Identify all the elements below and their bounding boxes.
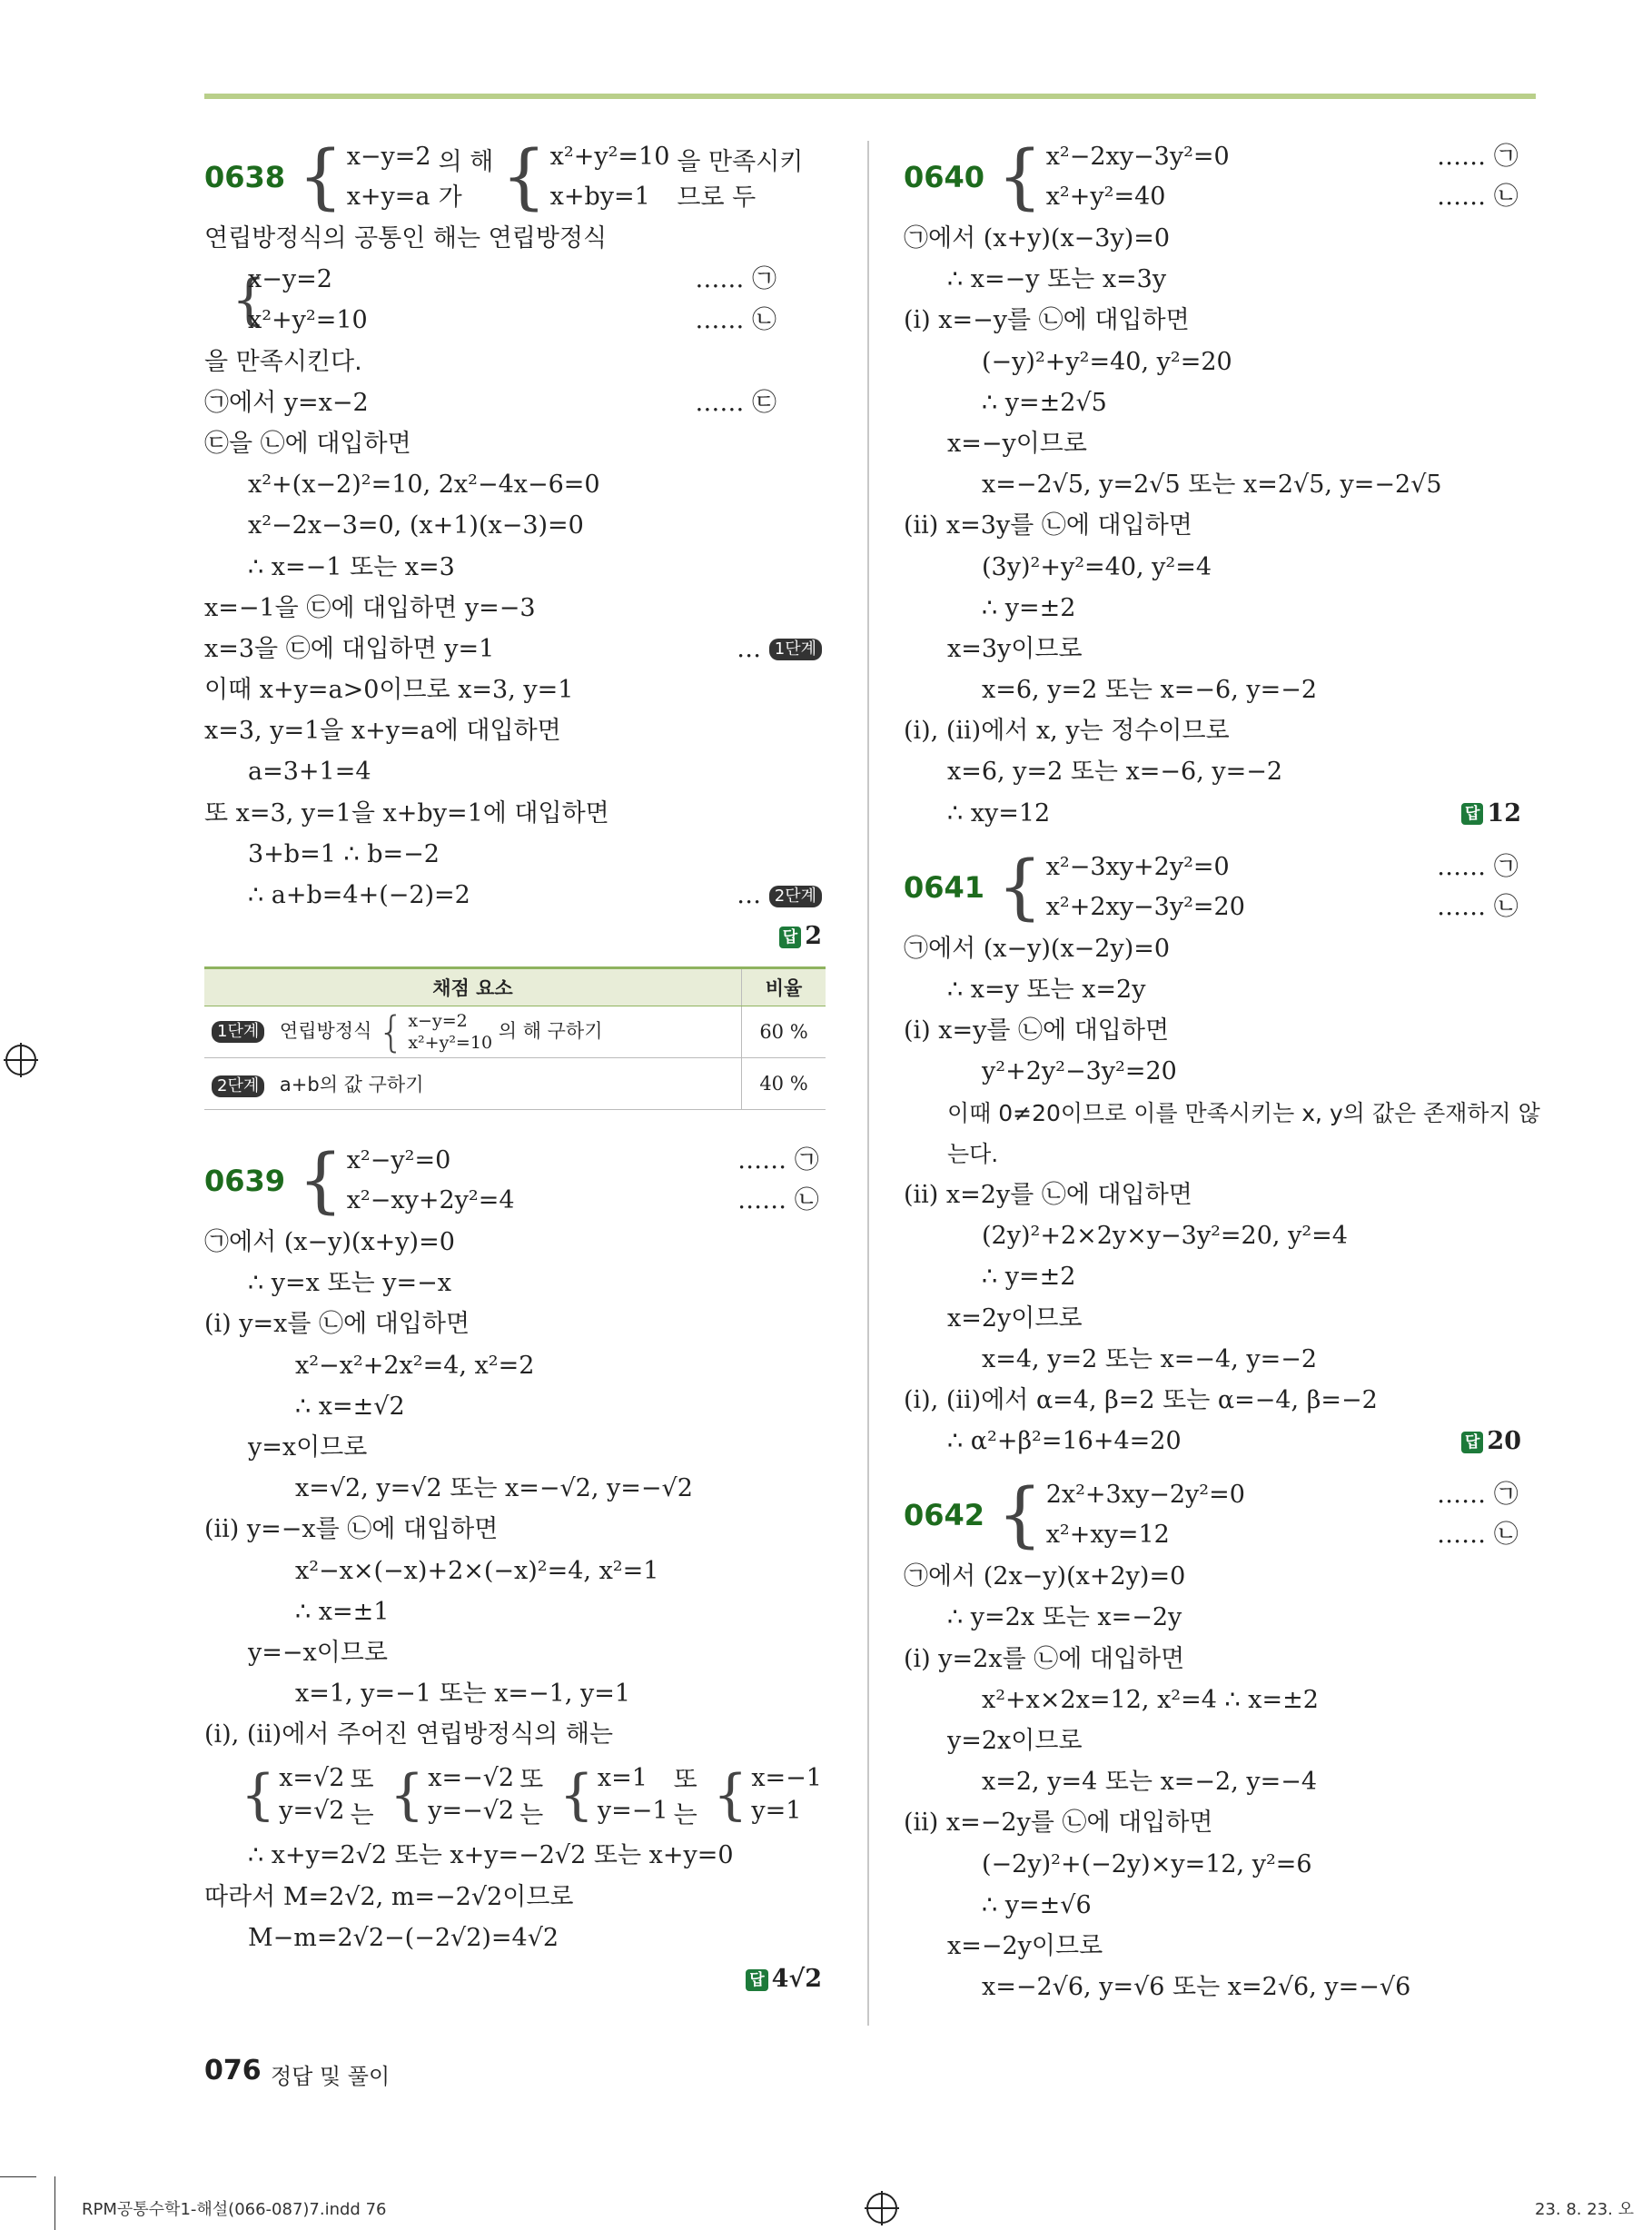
registration-mark-icon (5, 1045, 36, 1075)
solution-sets: { x=√2 y=√2 또는 { x=−√2 y=−√2 또는 { x=1 y=−1 또는 { x=−1 y=1 (241, 1763, 822, 1830)
table-row: 2단계 a+b의 값 구하기 40 % (204, 1058, 826, 1110)
page-number: 076 (204, 2055, 262, 2086)
answer-icon: 답 (779, 927, 801, 948)
top-rule (204, 94, 1536, 99)
left-column: 0638 { x−y=2 x+y=a 의 해가 { x²+y²=10 x+by=1 을 만족시키므로 두 연립방정식의 공통인 해는 연립방정식 { x−y=2 …… ㉠ x²+y²=10 …… ㉡ 을 만족시킨다. ㉠에서 y=x−2 …… ㉢ ㉢을 ㉡에 대입하면 x²+(x−2)²=10, 2x²−4x−6=0 x²−2x−3=0, (x+1)(x−3)=0 ∴ x=−1 또는 x=3 x=−1을 ㉢에 대입하면 y=−3 x=3을 ㉢에 대입하면 y=1 … 1단계 이때 x+y=a>0이므로 x=3, y=1 x=3, y=1을 x+y=a에 대입하면 a=3+1=4 또 x=3, y=1을 x+by=1에 대입하면 3+b=1 ∴ b=−2 ∴ a+b=4+(−2)=2 … 2단계 답 2 (204, 136, 822, 956)
answer-0641: 답 20 (1461, 1421, 1521, 1462)
table-header: 비율 (742, 968, 826, 1006)
page-label: 정답 및 풀이 (271, 2064, 391, 2089)
problem-number: 0640 (904, 160, 985, 194)
answer-0638: 답 2 (779, 916, 822, 956)
problem-0641-header: 0641 { x²−3xy+2y²=0 …… ㉠ x²+2xy−3y²=20 …… ㉡ (904, 846, 1518, 928)
registration-mark-icon (866, 2193, 897, 2224)
problem-number: 0639 (204, 1164, 286, 1198)
column-divider (867, 141, 869, 2026)
problem-0640-header: 0640 { x²−2xy−3y²=0 …… ㉠ x²+y²=40 …… ㉡ (904, 136, 1518, 218)
crop-mark (0, 2176, 36, 2177)
answer-icon: 답 (1461, 803, 1483, 825)
problem-number: 0642 (904, 1498, 985, 1533)
problem-number: 0638 (204, 160, 286, 194)
file-slug: RPM공통수학1-해설(066-087)7.indd 76 (82, 2200, 387, 2219)
table-header: 채점 요소 (204, 968, 742, 1006)
system-2: x²+y²=10 x+by=1 (549, 143, 670, 211)
answer-0640: 답 12 (1461, 793, 1521, 834)
problem-0642-header: 0642 { 2x²+3xy−2y²=0 …… ㉠ x²+xy=12 …… ㉡ (904, 1474, 1518, 1557)
system-1: x−y=2 x+y=a (346, 143, 431, 211)
problem-number: 0641 (904, 869, 985, 905)
date-slug: 23. 8. 23. 오 (1535, 2200, 1634, 2219)
right-column: 0640 { x²−2xy−3y²=0 …… ㉠ x²+y²=40 …… ㉡ ㉠에서 (x+y)(x−3y)=0 ∴ x=−y 또는 x=3y (ⅰ) x=−y를 ㉡에 대입하면 (−y)²+y²=40, y²=20 ∴ y=±2√5 x=−y이므로 x=−2√5, y=2√5 또는 x=2√5, y=−2√5 (ⅱ) x=3y를 ㉡에 대입하면 (3y)²+y²=40, y²=4 ∴ y=±2 x=3y이므로 x=6, y=2 또는 x=−6, y=−2 (ⅰ), (ⅱ)에서 x, y는 정수이므로 x=6, y=2 또는 x=−6, y=−2 ∴ xy=12 답 12 0641 { x²−3xy+2y²=0 …… ㉠ x²+2xy−3y²=20 …… ㉡ ㉠에서 (x−y)(x−2y)=0 ∴ x=y 또는 x=2y (ⅰ) x=y를 ㉡에 대입하면 y²+2y²−3y²=20 이때 0≠20이므로 이를 만족시키는 x, y의 값은 존재하지 않 는다. (ⅱ) x=2y를 ㉡에 대입하면 (2y)²+2×2y×y−3y²=20, y²=4 ∴ y=±2 x=2y이므로 x=4, y=2 또는 x=−4, y=−2 (ⅰ), (ⅱ)에서 α=4, β=2 또는 α=−4, β=−2 ∴ α²+β²=16+4=20 답 20 0642 { 2x²+3xy−2y²=0 …… ㉠ x²+xy=12 …… ㉡ ㉠에서 (2x−y)(x+2y)=0 ∴ y=2x 또는 x=−2y (ⅰ) y=2x를 ㉡에 대입하면 x²+x×2x=12, x²=4 ∴ x=±2 y=2x이므로 x=2, y=4 또는 x=−2, y=−4 (ⅱ) x=−2y를 ㉡에 대입하면 (−2y)²+(−2y)×y=12, y²=6 ∴ y=±√6 x=−2y이므로 x=−2√6, y=√6 또는 x=2√6, y=−√6 (904, 136, 1540, 2002)
scoring-table (204, 966, 826, 1110)
answer-icon: 답 (746, 1969, 767, 1991)
problem-0639: 0639 { x²−y²=0 …… ㉠ x²−xy+2y²=4 …… ㉡ ㉠에서 (x−y)(x+y)=0 ∴ y=x 또는 y=−x (ⅰ) y=x를 ㉡에 대입하면 x²−x²+2x²=4, x²=2 ∴ x=±√2 y=x이므로 x=√2, y=√2 또는 x=−√2, y=−√2 (ⅱ) y=−x를 ㉡에 대입하면 x²−x×(−x)+2×(−x)²=4, x²=1 ∴ x=±1 y=−x이므로 x=1, y=−1 또는 x=−1, y=1 (ⅰ), (ⅱ)에서 주어진 연립방정식의 해는 { x=√2 y=√2 또는 { x=−√2 y=−√2 또는 { x=1 y=−1 또는 { x=−1 y=1 ∴ x+y=2√2 또는 x+y=−2√2 또는 x+y=0 따라서 M=2√2, m=−2√2이므로 M−m=2√2−(−2√2)=4√2 답 4√2 (204, 1140, 822, 1999)
table-row: 1단계 연립방정식 { x−y=2 x²+y²=10 의 해 구하기 60 % (204, 1006, 826, 1058)
answer-icon: 답 (1461, 1432, 1483, 1453)
answer-0639: 답 4√2 (746, 1958, 822, 1999)
step-badge: 1단계 (769, 639, 822, 660)
problem-0638-header: 0638 { x−y=2 x+y=a 의 해가 { x²+y²=10 x+by=1 을 만족시키므로 두 (204, 136, 804, 218)
crop-mark (54, 2176, 55, 2230)
step-badge: 2단계 (769, 886, 822, 907)
